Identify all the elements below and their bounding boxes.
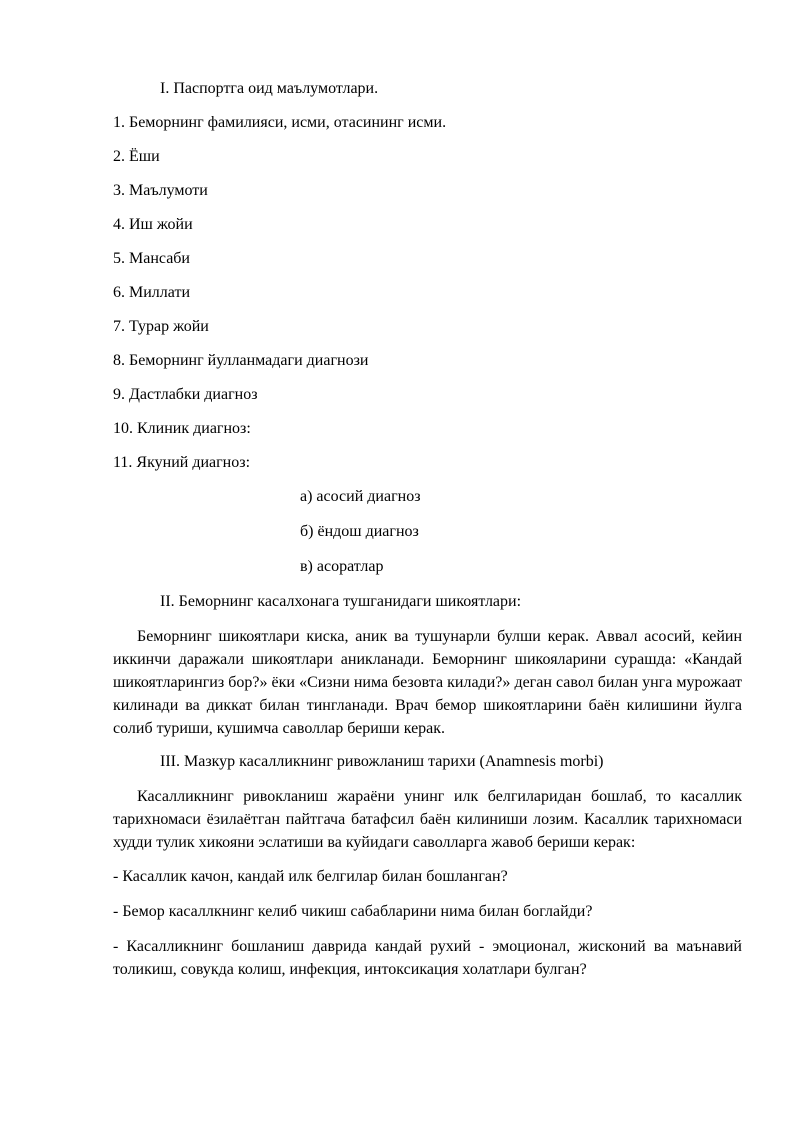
section-2-heading: II. Беморнинг касалхонага тушганидаги шикоятлари: (160, 593, 522, 610)
list-item-2: 2. Ёши (113, 148, 160, 165)
list-item-10: 10. Клиник диагноз: (113, 420, 251, 437)
list-item-3: 3. Маълумоти (113, 182, 208, 199)
list-item-5: 5. Мансаби (113, 250, 190, 267)
list-item-11: 11. Якуний диагноз: (113, 454, 251, 471)
question-item-3: - Касалликнинг бошланиш даврида кандай рухий - эмоционал, жисконий ва маънавий толикиш, совукда колиш, инфекция, интоксикация холатлари булган? (113, 938, 742, 978)
section-2-paragraph: Беморнинг шикоятлари киска, аник ва тушунарли булши керак. Аввал асосий, кейин иккинчи даражали шикоятлари аникланади. Беморнинг шикояларини сурашда: «Кандай шикоятларингиз бор?» ёки «Сизни нима безовта килади?» деган савол билан унга мурожаат килинади ва диккат билан тингланади. Врач бемор шикоятларини баён килишини йулга солиб туриши, кушимча саволлар бериши керак. (113, 628, 742, 737)
question-item-2: - Бемор касаллкнинг келиб чикиш сабабларини нима билан боглайди? (113, 903, 593, 920)
question-item-1: - Касаллик качон, кандай илк белгилар билан бошланган? (113, 868, 508, 885)
list-item-6: 6. Миллати (113, 284, 190, 301)
section-3-heading: III. Мазкур касалликнинг ривожланиш тарихи (Anamnesis morbi) (160, 753, 604, 770)
list-item-7: 7. Турар жойи (113, 318, 209, 335)
sub-list-item-v: в) асоратлар (300, 558, 384, 575)
section-3-paragraph: Касалликнинг ривокланиш жараёни унинг илк белгиларидан бошлаб, то касаллик тарихномаси ёзилаётган пайтгача батафсил баён килиниши лозим. Касаллик тарихномаси худди тулик хикояни эслатиши ва куйидаги саволларга жавоб бериши керак: (113, 788, 742, 851)
list-item-4: 4. Иш жойи (113, 216, 193, 233)
sub-list-item-a: а) асосий диагноз (300, 488, 421, 505)
list-item-8: 8. Беморнинг йулланмадаги диагнози (113, 352, 369, 369)
section-1-heading: I. Паспортга оид маълумотлари. (160, 80, 379, 97)
sub-list-item-b: б) ёндош диагноз (300, 523, 419, 540)
list-item-1: 1. Беморнинг фамилияси, исми, отасининг исми. (113, 114, 447, 131)
list-item-9: 9. Дастлабки диагноз (113, 386, 258, 403)
